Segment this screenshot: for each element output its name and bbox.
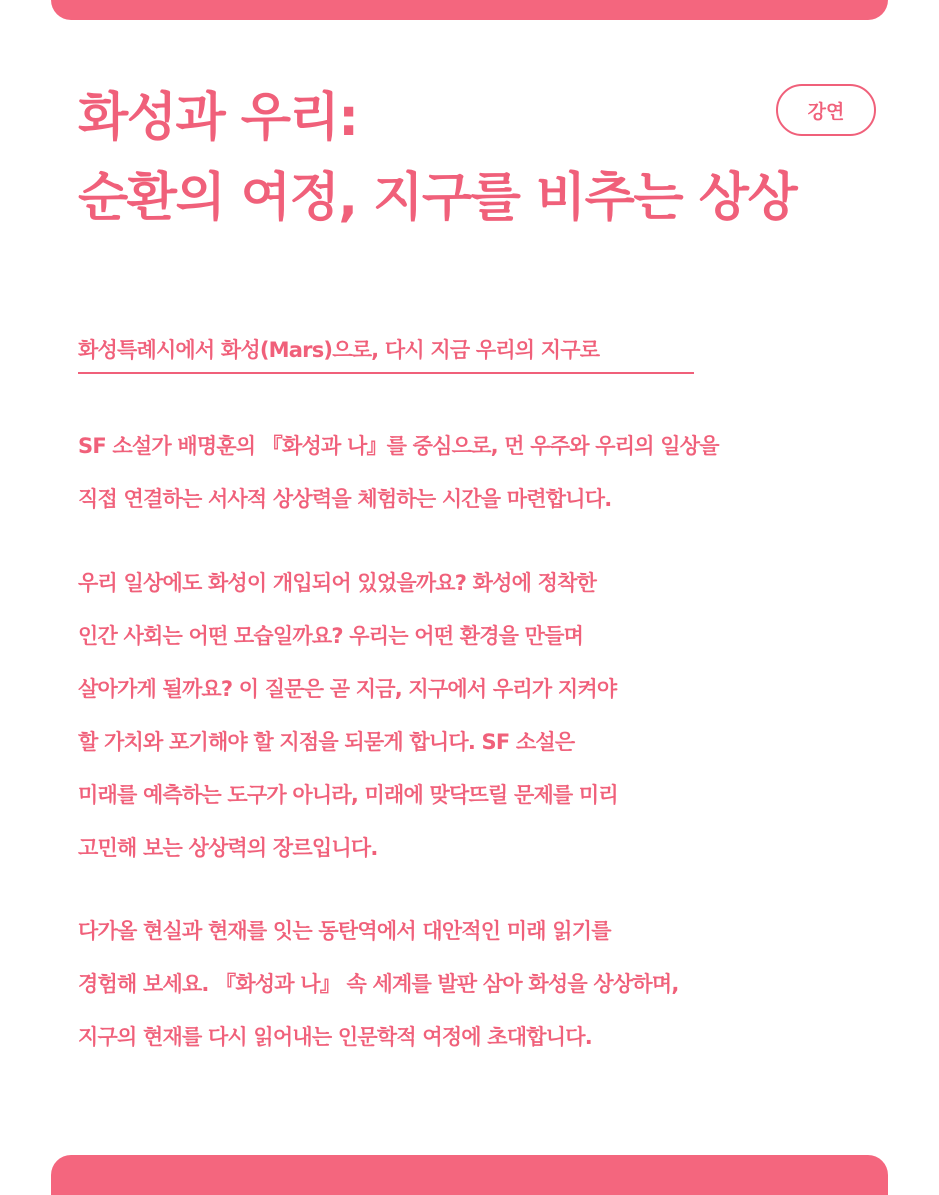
paragraph-intro bbox=[78, 420, 719, 526]
paragraph-invitation bbox=[78, 905, 679, 1064]
title-line-1: 화성과 우리: bbox=[78, 88, 358, 148]
paragraph-line: 경험해 보세요. 『화성과 나』 속 세계를 발판 삼아 화성을 상상하며, bbox=[78, 972, 679, 996]
paragraph-questions bbox=[78, 557, 618, 875]
paragraph-line: 지구의 현재를 다시 읽어내는 인문학적 여정에 초대합니다. bbox=[78, 1025, 592, 1049]
category-badge: 강연 bbox=[776, 84, 876, 136]
paragraph-line: 할 가치와 포기해야 할 지점을 되묻게 합니다. SF 소설은 bbox=[78, 730, 575, 754]
paragraph-line: 살아가게 될까요? 이 질문은 곧 지금, 지구에서 우리가 지켜야 bbox=[78, 677, 617, 701]
paragraph-line: 다가올 현실과 현재를 잇는 동탄역에서 대안적인 미래 읽기를 bbox=[78, 919, 611, 943]
page-title bbox=[78, 78, 796, 238]
paragraph-line: 직접 연결하는 서사적 상상력을 체험하는 시간을 마련합니다. bbox=[78, 487, 612, 511]
bottom-decorative-bar bbox=[51, 1155, 888, 1195]
paragraph-line: SF 소설가 배명훈의 『화성과 나』를 중심으로, 먼 우주와 우리의 일상을 bbox=[78, 434, 719, 458]
paragraph-line: 인간 사회는 어떤 모습일까요? 우리는 어떤 환경을 만들며 bbox=[78, 624, 584, 648]
title-line-2: 순환의 여정, 지구를 비추는 상상 bbox=[78, 168, 797, 228]
paragraph-line: 미래를 예측하는 도구가 아니라, 미래에 맞닥뜨릴 문제를 미리 bbox=[78, 783, 618, 807]
top-decorative-bar bbox=[51, 0, 888, 20]
paragraph-line: 우리 일상에도 화성이 개입되어 있었을까요? 화성에 정착한 bbox=[78, 571, 597, 595]
paragraph-line: 고민해 보는 상상력의 장르입니다. bbox=[78, 836, 378, 860]
subtitle: 화성특례시에서 화성(Mars)으로, 다시 지금 우리의 지구로 bbox=[78, 330, 694, 374]
